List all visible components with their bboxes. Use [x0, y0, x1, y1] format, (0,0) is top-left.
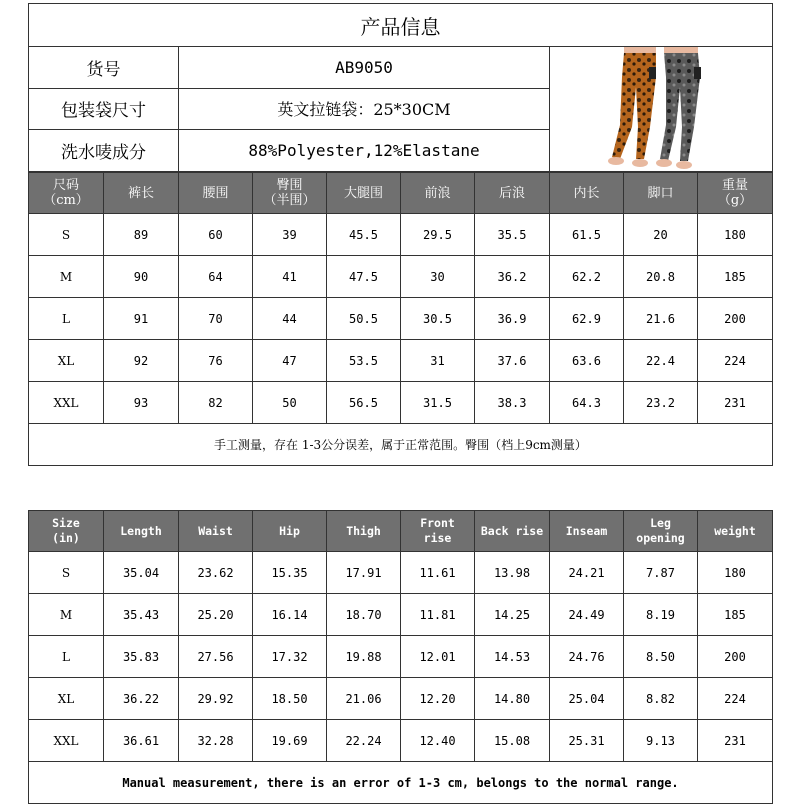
table-cell: 91 — [104, 298, 179, 340]
bag-size-value: 英文拉链袋：25*30CM — [179, 88, 550, 130]
table-cell: 29.92 — [179, 678, 253, 720]
table-cell: 15.35 — [253, 552, 327, 594]
column-header: 内长 — [550, 173, 624, 214]
column-header: Size (in) — [29, 511, 104, 552]
table-cell: 39 — [253, 214, 327, 256]
table-cell: 22.4 — [624, 340, 698, 382]
table-cell: 224 — [698, 678, 773, 720]
table-cell: 45.5 — [327, 214, 401, 256]
table-row — [29, 214, 773, 256]
table-cell: 61.5 — [550, 214, 624, 256]
table-cell: 185 — [698, 594, 773, 636]
column-header: Thigh — [327, 511, 401, 552]
bag-size-label: 包装袋尺寸 — [29, 88, 179, 130]
table-row — [29, 298, 773, 340]
table-cell: 14.25 — [475, 594, 550, 636]
table-cell: 25.04 — [550, 678, 624, 720]
table-cell: 231 — [698, 720, 773, 762]
table-row — [29, 382, 773, 424]
column-header: 裤长 — [104, 173, 179, 214]
table-row — [29, 340, 773, 382]
column-header: 尺码 （cm） — [29, 173, 104, 214]
table-cell: 27.56 — [179, 636, 253, 678]
column-header: 后浪 — [475, 173, 550, 214]
column-header: 臀围 （半围） — [253, 173, 327, 214]
leggings-image-icon — [586, 47, 736, 171]
table-cell: 25.31 — [550, 720, 624, 762]
measurement-note-en: Manual measurement, there is an error of 1-3 cm, belongs to the normal range. — [29, 762, 773, 804]
table-cell: 35.5 — [475, 214, 550, 256]
table-cell: 21.06 — [327, 678, 401, 720]
table-cell: 82 — [179, 382, 253, 424]
item-number-label: 货号 — [29, 47, 179, 89]
table-cell: 13.98 — [475, 552, 550, 594]
size-cell: L — [29, 636, 104, 678]
table-row — [29, 552, 773, 594]
table-cell: 11.81 — [401, 594, 475, 636]
table-cell: 50 — [253, 382, 327, 424]
table-cell: 32.28 — [179, 720, 253, 762]
table-cell: 21.6 — [624, 298, 698, 340]
size-cell: S — [29, 552, 104, 594]
column-header: 大腿围 — [327, 173, 401, 214]
table-cell: 180 — [698, 552, 773, 594]
table-cell: 24.49 — [550, 594, 624, 636]
table-cell: 36.61 — [104, 720, 179, 762]
column-header: 重量 （g） — [698, 173, 773, 214]
table-cell: 60 — [179, 214, 253, 256]
table-cell: 22.24 — [327, 720, 401, 762]
table-cell: 12.01 — [401, 636, 475, 678]
table-cell: 56.5 — [327, 382, 401, 424]
table-cell: 63.6 — [550, 340, 624, 382]
table-cell: 30 — [401, 256, 475, 298]
table-cell: 36.22 — [104, 678, 179, 720]
column-header: Waist — [179, 511, 253, 552]
table-cell: 19.69 — [253, 720, 327, 762]
table-cell: 185 — [698, 256, 773, 298]
table-cell: 62.2 — [550, 256, 624, 298]
table-cell: 7.87 — [624, 552, 698, 594]
table-cell: 41 — [253, 256, 327, 298]
column-header: Leg opening — [624, 511, 698, 552]
table-cell: 29.5 — [401, 214, 475, 256]
table-cell: 14.53 — [475, 636, 550, 678]
size-cell: L — [29, 298, 104, 340]
table-cell: 17.32 — [253, 636, 327, 678]
size-cell: XL — [29, 678, 104, 720]
table-row — [29, 256, 773, 298]
size-table-inches — [28, 510, 773, 804]
column-header: Front rise — [401, 511, 475, 552]
table-cell: 64.3 — [550, 382, 624, 424]
table-cell: 47.5 — [327, 256, 401, 298]
table-cell: 90 — [104, 256, 179, 298]
table-cell: 11.61 — [401, 552, 475, 594]
table-cell: 14.80 — [475, 678, 550, 720]
table-cell: 24.76 — [550, 636, 624, 678]
table-cell: 35.04 — [104, 552, 179, 594]
size-cell: S — [29, 214, 104, 256]
column-header: Length — [104, 511, 179, 552]
table-row — [29, 720, 773, 762]
product-info-title: 产品信息 — [29, 4, 773, 47]
table-cell: 224 — [698, 340, 773, 382]
size-cell: XXL — [29, 382, 104, 424]
table-cell: 20 — [624, 214, 698, 256]
table-cell: 8.50 — [624, 636, 698, 678]
table-row — [29, 594, 773, 636]
size-cell: M — [29, 594, 104, 636]
item-number-value: AB9050 — [179, 47, 550, 89]
table-cell: 12.20 — [401, 678, 475, 720]
table-cell: 70 — [179, 298, 253, 340]
table-row — [29, 678, 773, 720]
table-cell: 35.83 — [104, 636, 179, 678]
table-cell: 38.3 — [475, 382, 550, 424]
product-sheet — [28, 0, 772, 804]
composition-value: 88%Polyester,12%Elastane — [179, 130, 550, 172]
table-cell: 23.62 — [179, 552, 253, 594]
table-cell: 64 — [179, 256, 253, 298]
table-cell: 200 — [698, 298, 773, 340]
table-cell: 47 — [253, 340, 327, 382]
table-cell: 36.2 — [475, 256, 550, 298]
table-cell: 20.8 — [624, 256, 698, 298]
column-header: 腰围 — [179, 173, 253, 214]
table-cell: 76 — [179, 340, 253, 382]
table-cell: 200 — [698, 636, 773, 678]
table-cell: 25.20 — [179, 594, 253, 636]
table-cell: 50.5 — [327, 298, 401, 340]
column-header: weight — [698, 511, 773, 552]
table-gap — [28, 466, 772, 510]
column-header: Back rise — [475, 511, 550, 552]
table-cell: 53.5 — [327, 340, 401, 382]
table-cell: 30.5 — [401, 298, 475, 340]
table-cell: 37.6 — [475, 340, 550, 382]
composition-label: 洗水唛成分 — [29, 130, 179, 172]
table-cell: 93 — [104, 382, 179, 424]
table-cell: 17.91 — [327, 552, 401, 594]
column-header: Inseam — [550, 511, 624, 552]
measurement-note-cn: 手工测量，存在 1-3公分误差，属于正常范围。臀围（档上9cm测量） — [29, 424, 773, 466]
table-cell: 62.9 — [550, 298, 624, 340]
table-cell: 18.70 — [327, 594, 401, 636]
table-cell: 9.13 — [624, 720, 698, 762]
table-cell: 19.88 — [327, 636, 401, 678]
product-photo — [550, 47, 773, 172]
column-header: Hip — [253, 511, 327, 552]
table-cell: 31.5 — [401, 382, 475, 424]
size-cell: XXL — [29, 720, 104, 762]
table-cell: 8.19 — [624, 594, 698, 636]
size-cell: M — [29, 256, 104, 298]
table-cell: 15.08 — [475, 720, 550, 762]
column-header: 前浪 — [401, 173, 475, 214]
table-cell: 89 — [104, 214, 179, 256]
table-cell: 92 — [104, 340, 179, 382]
table-cell: 18.50 — [253, 678, 327, 720]
table-cell: 24.21 — [550, 552, 624, 594]
table-row — [29, 636, 773, 678]
table-cell: 44 — [253, 298, 327, 340]
table-cell: 8.82 — [624, 678, 698, 720]
size-table-cm — [28, 172, 773, 466]
table-cell: 35.43 — [104, 594, 179, 636]
table-cell: 23.2 — [624, 382, 698, 424]
table-cell: 12.40 — [401, 720, 475, 762]
product-info-table — [28, 3, 773, 172]
size-cell: XL — [29, 340, 104, 382]
table-cell: 36.9 — [475, 298, 550, 340]
table-cell: 31 — [401, 340, 475, 382]
table-cell: 231 — [698, 382, 773, 424]
column-header: 脚口 — [624, 173, 698, 214]
table-cell: 16.14 — [253, 594, 327, 636]
table-cell: 180 — [698, 214, 773, 256]
